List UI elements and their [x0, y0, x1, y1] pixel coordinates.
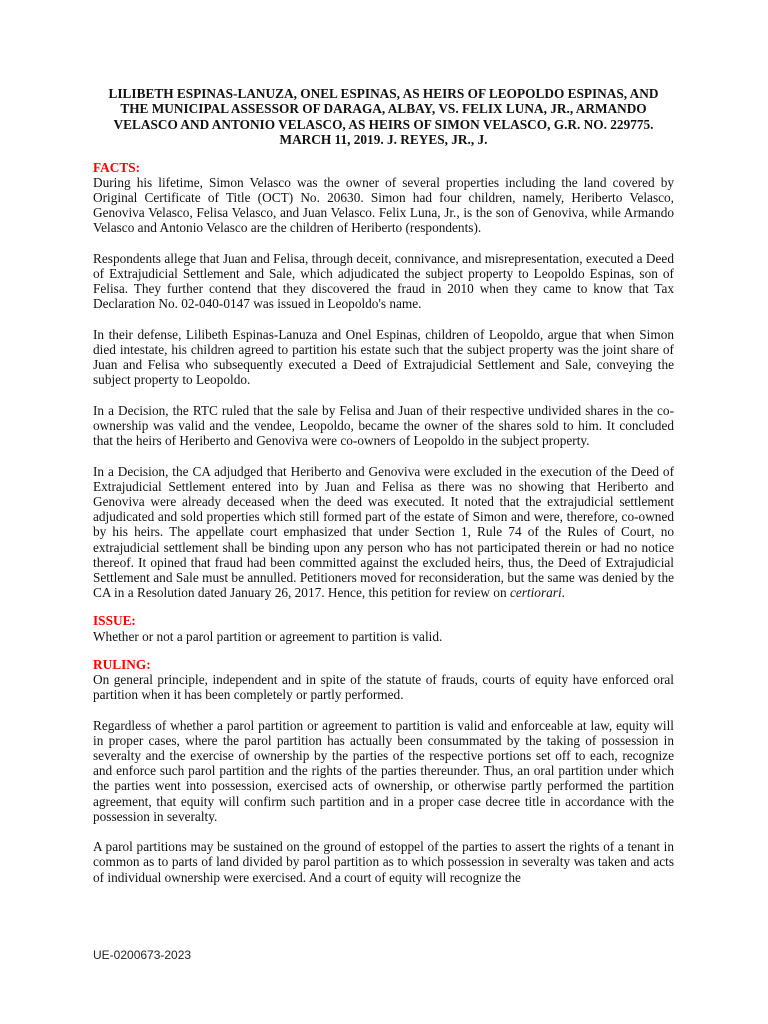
ruling-paragraph-3: A parol partitions may be sustained on the ground of estoppel of the parties to assert the rights of a tenant in common as to parts of land divided by parol partition as to which possession in severalty was taken and acts of individual ownership were exercised. And a court of equity will recognize the	[93, 839, 674, 885]
document-page	[93, 86, 674, 898]
issue-text: Whether or not a parol partition or agreement to partition is valid.	[93, 628, 443, 644]
facts-paragraph-5-end: .	[561, 585, 565, 601]
facts-paragraph-3: In their defense, Lilibeth Espinas-Lanuza and Onel Espinas, children of Leopoldo, argue that when Simon died intestate, his children agreed to partition his estate such that the subject property was the joint share of Juan and Felisa who subsequently executed a Deed of Extrajudicial Settlement and Sale, conveying the subject property to Leopoldo.	[93, 326, 674, 388]
ruling-paragraph-2: Regardless of whether a parol partition or agreement to partition is valid and enforceable at law, equity will in proper cases, where the parol partition has actually been consummated by the taking of possession in severalty and the exercise of ownership by the parties of the respective portions set off to each, recognize and enforce such parol partition and the rights of the parties thereunder. Thus, an oral partition under which the parties went into possession, exercised acts of ownership, or otherwise partly performed the partition agreement, that equity will confirm such partition and in a proper case decree title in accordance with the possession in severalty.	[93, 717, 674, 824]
certiorari-term: certiorari	[509, 585, 562, 601]
facts-section	[93, 160, 674, 601]
facts-paragraph-4: In a Decision, the RTC ruled that the sale by Felisa and Juan of their respective undivided shares in the co-ownership was valid and the vendee, Leopoldo, became the owner of the shares sold to him. It concluded that the heirs of Heriberto and Genoviva were co-owners of Leopoldo in the subject property.	[93, 402, 674, 449]
document-code: UE-0200673-2023	[93, 948, 192, 962]
facts-paragraph-2: Respondents allege that Juan and Felisa, through deceit, connivance, and misrepresentation, executed a Deed of Extrajudicial Settlement and Sale, which adjudicated the subject property to Leopoldo Espinas, son of Felisa. They further contend that they discovered the fraud in 2010 when they came to know that Tax Declaration No. 02-040-0147 was issued in Leopoldo's name.	[93, 250, 674, 312]
case-title: LILIBETH ESPINAS-LANUZA, ONEL ESPINAS, AS HEIRS OF LEOPOLDO ESPINAS, AND THE MUNICIPAL ASSESSOR OF DARAGA, ALBAY, VS. FELIX LUNA, JR., ARMANDO VELASCO AND ANTONIO VELASCO, AS HEIRS OF SIMON VELASCO, G.R. NO. 229775. MARCH 11, 2019. J. REYES, JR., J.	[108, 86, 659, 148]
ruling-heading: RULING:	[93, 656, 151, 672]
facts-paragraph-5-text: In a Decision, the CA adjudged that Heriberto and Genoviva were excluded in the execution of the Deed of Extrajudicial Settlement entered into by Juan and Felisa as there was no showing that Heriberto and Genoviva were already deceased when the deed was executed. It noted that the extrajudicial settlement adjudicated and sold properties which still formed part of the estate of Simon and were, therefore, co-owned by his heirs. The appellate court emphasized that under Section 1, Rule 74 of the Rules of Court, no extrajudicial settlement shall be binding upon any person who has not participated therein or had no notice thereof. It opined that fraud had been committed against the excluded heirs, thus, the Deed of Extrajudicial Settlement and Sale must be annulled. Petitioners moved for reconsideration, but the same was denied by the CA in a Resolution dated January 26, 2017. Hence, this petition for review on	[93, 463, 674, 601]
ruling-section	[93, 657, 674, 885]
facts-paragraph-1: During his lifetime, Simon Velasco was the owner of several properties including the land covered by Original Certificate of Title (OCT) No. 20630. Simon had four children, namely, Heriberto Velasco, Genoviva Velasco, Felisa Velasco, and Juan Velasco. Felix Luna, Jr., is the son of Genoviva, while Armando Velasco and Antonio Velasco are the children of Heriberto (respondents).	[93, 174, 674, 236]
ruling-paragraph-1: On general principle, independent and in spite of the statute of frauds, courts of equity have enforced oral partition when it has been completely or partly performed.	[93, 672, 674, 703]
facts-paragraph-5	[93, 464, 674, 601]
issue-section	[93, 613, 674, 643]
facts-heading: FACTS:	[93, 159, 141, 175]
issue-heading: ISSUE:	[93, 613, 136, 629]
